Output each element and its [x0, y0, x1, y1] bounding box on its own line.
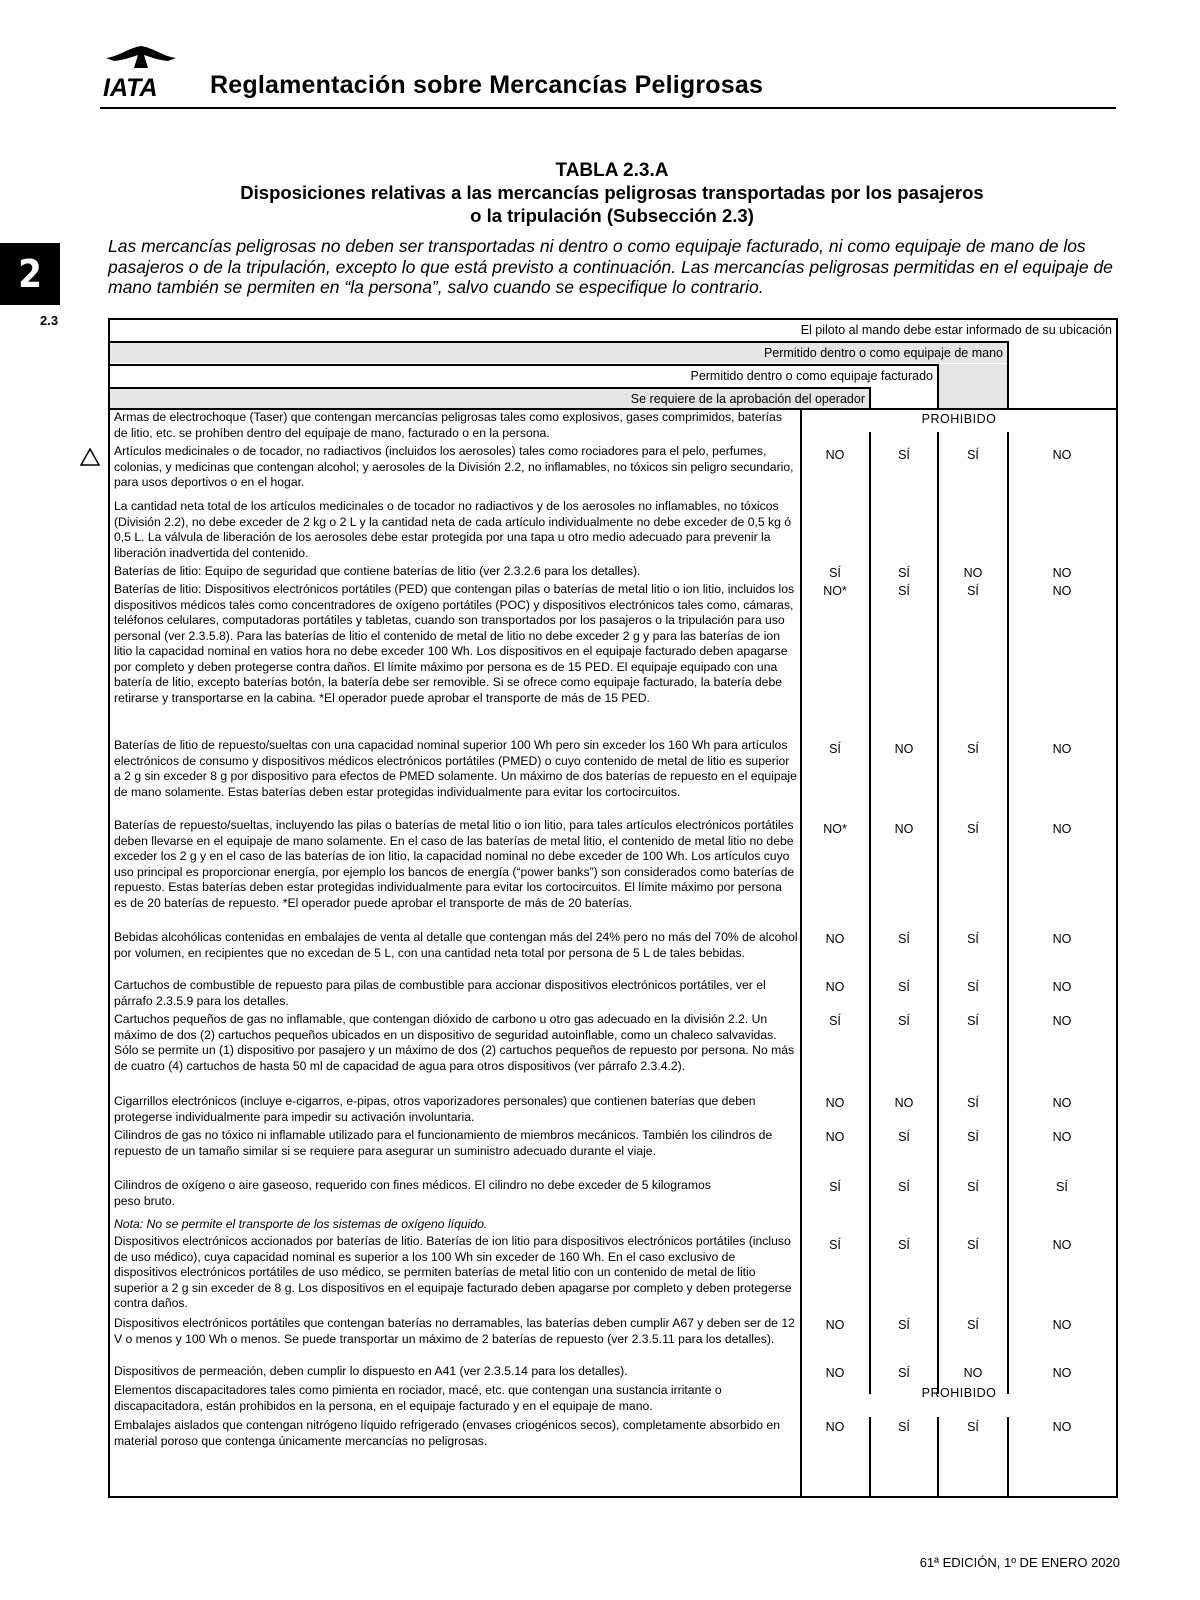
row-description: Dispositivos de permeación, deben cumplir lo dispuesto en A41 (ver 2.3.5.14 para los detalles). — [114, 1364, 628, 1378]
cell-pilot: NO — [1052, 742, 1072, 756]
row-description: Armas de electrochoque (Taser) que contengan mercancías peligrosas tales como explosivos, gases comprimidos, baterías de litio, etc. se prohíben dentro del equipaje de mano, facturado o en la persona. — [114, 410, 782, 440]
column-header-approval: Se requiere de la aprobación del operador — [110, 389, 869, 409]
cell-checked: SÍ — [898, 932, 910, 946]
cell-checked: SÍ — [898, 1014, 910, 1028]
cell-pilot: NO — [1052, 822, 1072, 836]
row-description: Embalajes aislados que contengan nitrógeno líquido refrigerado (envases criogénicos secos), completamente absorbido en material poroso que contenga únicamente mercancías no peligrosas. — [114, 1418, 780, 1448]
header-col-edge — [937, 364, 939, 409]
cell-approval: NO* — [823, 822, 847, 836]
cell-checked: SÍ — [898, 1238, 910, 1252]
row-description: Dispositivos electrónicos accionados por baterías de litio. Baterías de ion litio para dispositivos electrónicos portátiles (incluso de uso médico), cuya capacidad nominal es superior a los 100 Wh sin exceder de 160 Wh. En el caso exclusivo de dispositivos electrónicos portátiles de uso médico, se permiten baterías de metal litio con un contenido de metal de litio superior a 2 g sin exceder de 8 g. Los dispositivos en el equipaje facturado deben apagarse por completo y deben protegerse contra daños. — [114, 1234, 792, 1310]
cell-approval: SÍ — [829, 566, 841, 580]
cell-carryon: SÍ — [967, 1318, 979, 1332]
cell-carryon: NO — [963, 1366, 983, 1380]
header-col-edge — [1007, 341, 1009, 409]
cell-approval: NO — [825, 1318, 845, 1332]
column-header-pilot: El piloto al mando debe estar informado de su ubicación — [800, 323, 1112, 337]
cell-carryon: SÍ — [967, 1096, 979, 1110]
cell-approval: NO — [825, 1096, 845, 1110]
row-description: Artículos medicinales o de tocador, no radiactivos (incluidos los aerosoles) tales como rociadores para el pelo, perfumes, colonias, y medicinas que contengan alcohol; y aerosoles de la División 2.2, no inflamables, no tóxicos sin peligro secundario, para usos deportivos o en el hogar. — [114, 444, 794, 489]
cell-checked: NO — [894, 742, 914, 756]
cell-approval: SÍ — [829, 1014, 841, 1028]
cell-checked: SÍ — [898, 1130, 910, 1144]
page-header-title: Reglamentación sobre Mercancías Peligrosas — [210, 71, 764, 99]
header-col-edge — [869, 387, 871, 409]
svg-text:IATA: IATA — [103, 74, 158, 100]
row-description: Cartuchos pequeños de gas no inflamable, que contengan dióxido de carbono u otro gas adecuado en la división 2.2. Un máximo de dos (2) cartuchos pequeños ubicados en un dispositivo de seguridad autoinflable, como un chaleco salvavidas. Sólo se permite un (1) dispositivo por pasajero y un máximo de dos (2) cartuchos pequeños de repuesto por persona. No más de cuatro (4) cartuchos de hasta 50 ml de capacidad de agua para otros dispositivos (ver párrafo 2.3.4.2). — [114, 1012, 795, 1073]
row-description: Dispositivos electrónicos portátiles que contengan baterías no derramables, las baterías deben cumplir A67 y deben ser de 12 V o menos y 100 Wh o menos. Se puede transportar un máximo de 2 baterías de repuesto (ver 2.3.5.11 para los detalles). — [114, 1316, 795, 1346]
row-description: Cartuchos de combustible de repuesto para pilas de combustible para accionar dispositivos electrónicos portátiles, ver el párrafo 2.3.5.9 para los detalles. — [114, 978, 766, 1008]
cell-pilot: NO — [1052, 584, 1072, 598]
cell-approval: NO — [825, 1130, 845, 1144]
cell-approval: NO — [825, 932, 845, 946]
column-header-checked: Permitido dentro o como equipaje facturado — [110, 366, 937, 386]
column-header-carryon: Permitido dentro o como equipaje de mano — [110, 343, 1007, 363]
row-note: La cantidad neta total de los artículos medicinales o de tocador no radiactivos y de los aerosoles no inflamables, no tóxicos (División 2.2), no debe exceder de 2 kg o 2 L y la cantidad neta de cada artículo individualmente no debe exceder de 0,5 kg ó 0,5 L. La válvula de liberación de los aerosoles debe estar protegida por una tapa u otro medio adecuado para prevenir la liberación inadvertida del contenido. — [114, 499, 792, 560]
cell-pilot: NO — [1052, 1238, 1072, 1252]
row-description: Baterías de litio: Dispositivos electrónicos portátiles (PED) que contengan pilas o baterías de metal litio o ion litio, incluidos los dispositivos médicos tales como concentradores de oxígeno portátiles (POC) y dispositivos electrónicos tales como, cámaras, teléfonos celulares, computadoras portátiles y tabletas, cuando son transportados por los pasajeros o la tripulación para uso personal (ver 2.3.5.8). Para las baterías de litio el contenido de metal de litio no debe exceder 2 g y para las baterías de ion litio la capacidad nominal en vatios hora no debe exceder 100 Wh. Los dispositivos en el equipaje facturado deben apagarse por completo y deben protegerse contra daños. El límite máximo por persona es de 15 PED. El equipaje equipado con una batería de litio, excepto baterías botón, la batería debe ser removible. Si se ofrece como equipaje facturado, la batería debe retirarse y transportarse en la cabina. *El operador puede aprobar el transporte de más de 15 PED. — [114, 582, 795, 705]
cell-checked: SÍ — [898, 1318, 910, 1332]
row-description: Baterías de litio: Equipo de seguridad que contiene baterías de litio (ver 2.3.2.6 para los detalles). — [114, 564, 641, 578]
cell-carryon: SÍ — [967, 980, 979, 994]
cell-checked: SÍ — [898, 1180, 910, 1194]
cell-pilot: NO — [1052, 1130, 1072, 1144]
cell-approval: NO* — [823, 584, 847, 598]
table-title: Disposiciones relativas a las mercancías peligrosas transportadas por los pasajeros — [240, 182, 984, 203]
subsection-label: 2.3 — [40, 313, 59, 328]
cell-checked: SÍ — [898, 980, 910, 994]
cell-checked: SÍ — [898, 566, 910, 580]
row-description: Cigarrillos electrónicos (incluye e-cigarros, e-pipas, otros vaporizadores personales) que contienen baterías que deben protegerse individualmente para impedir su activación involuntaria. — [114, 1094, 756, 1124]
cell-checked: SÍ — [898, 1366, 910, 1380]
revision-triangle-icon — [80, 448, 100, 466]
cell-approval: NO — [825, 980, 845, 994]
cell-carryon: SÍ — [967, 448, 979, 462]
header-shade-cell — [939, 364, 1007, 408]
cell-carryon: SÍ — [967, 1130, 979, 1144]
dangerous-goods-table — [108, 318, 1118, 1498]
cell-checked: SÍ — [898, 448, 910, 462]
cell-carryon: SÍ — [967, 1014, 979, 1028]
cell-pilot: SÍ — [1056, 1180, 1068, 1194]
row-description: Baterías de repuesto/sueltas, incluyendo las pilas o baterías de metal litio o ion litio, para tales artículos electrónicos portátiles deben llevarse en el equipaje de mano solamente. En el caso de las baterías de metal litio, el contenido de metal litio no debe exceder los 2 g y en el caso de las baterías de ion litio, la capacidad nominal no debe exceder de 100 Wh. Los artículos cuyo uso principal es proporcionar energía, por ejemplo los bancos de energía (“power banks”) son considerados como baterías de repuesto. Estas baterías deben estar protegidas individualmente para evitar los cortocircuitos. El límite máximo por persona es de 20 baterías de repuesto. *El operador puede aprobar el transporte de más de 20 baterías. — [114, 818, 795, 910]
row-description: Bebidas alcohólicas contenidas en embalajes de venta al detalle que contengan más del 24% pero no más del 70% de alcohol por volumen, en recipientes que no excedan de 5 L, con una cantidad neta total por persona de 5 L de tales bebidas. — [114, 930, 798, 960]
edition-footer: 61ª EDICIÓN, 1º DE ENERO 2020 — [919, 1555, 1120, 1570]
prohibited-label: PROHIBIDO — [921, 1386, 997, 1400]
cell-approval: SÍ — [829, 1180, 841, 1194]
cell-pilot: NO — [1052, 566, 1072, 580]
section-tab: 2 — [0, 243, 60, 305]
cell-carryon: SÍ — [967, 932, 979, 946]
cell-checked: SÍ — [898, 584, 910, 598]
cell-pilot: NO — [1052, 1318, 1072, 1332]
cell-carryon: SÍ — [967, 822, 979, 836]
row-description: Baterías de litio de repuesto/sueltas con una capacidad nominal superior 100 Wh pero sin exceder los 160 Wh para artículos electrónicos de consumo y dispositivos médicos electrónicos portátiles (PMED) o cuyo contenido de metal de litio es superior a 2 g sin exceder 8 g por dispositivo para efectos de PMED solamente. Un máximo de dos baterías de repuesto en el equipaje de mano solamente. Estas baterías deben estar protegidas individualmente para evitar los cortocircuitos. — [114, 738, 797, 799]
cell-pilot: NO — [1052, 448, 1072, 462]
cell-pilot: NO — [1052, 1096, 1072, 1110]
intro-paragraph: Las mercancías peligrosas no deben ser transportadas ni dentro o como equipaje facturado, ni como equipaje de mano de los pasajeros o de la tripulación, excepto lo que está previsto a continuación. Las mercancías peligrosas permitidas en el equipaje de mano también se permiten en “la persona”, salvo cuando se especifique lo contrario. — [108, 236, 1113, 297]
cell-carryon: SÍ — [967, 1420, 979, 1434]
cell-carryon: SÍ — [967, 1238, 979, 1252]
cell-pilot: NO — [1052, 932, 1072, 946]
row-description: Elementos discapacitadores tales como pimienta en rociador, macé, etc. que contengan una sustancia irritante o discapacitadora, están prohibidos en la persona, en el equipaje facturado y en el equipaje de mano. — [114, 1383, 722, 1413]
cell-approval: NO — [825, 1366, 845, 1380]
row-note: Nota: No se permite el transporte de los sistemas de oxígeno líquido. — [114, 1217, 488, 1231]
cell-pilot: NO — [1052, 980, 1072, 994]
cell-carryon: SÍ — [967, 584, 979, 598]
row-description: Cilindros de gas no tóxico ni inflamable utilizado para el funcionamiento de miembros mecánicos. También los cilindros de repuesto de un tamaño similar si se requiere para asegurar un suministro adecuado durante el viaje. — [114, 1128, 773, 1158]
cell-checked: NO — [894, 1096, 914, 1110]
header-divider — [100, 107, 1116, 109]
cell-approval: SÍ — [829, 742, 841, 756]
cell-carryon: SÍ — [967, 1180, 979, 1194]
row-description: Cilindros de oxígeno o aire gaseoso, requerido con fines médicos. El cilindro no debe exceder de 5 kilogramos peso bruto. — [114, 1178, 711, 1208]
cell-approval: NO — [825, 448, 845, 462]
table-number: TABLA 2.3.A — [555, 160, 669, 181]
cell-approval: NO — [825, 1420, 845, 1434]
cell-checked: NO — [894, 822, 914, 836]
prohibited-label: PROHIBIDO — [921, 412, 997, 426]
cell-checked: SÍ — [898, 1420, 910, 1434]
iata-logo — [100, 44, 182, 100]
table-title-subsection: o la tripulación (Subsección 2.3) — [470, 205, 754, 226]
cell-carryon: SÍ — [967, 742, 979, 756]
cell-pilot: NO — [1052, 1420, 1072, 1434]
cell-pilot: NO — [1052, 1366, 1072, 1380]
cell-carryon: NO — [963, 566, 983, 580]
cell-pilot: NO — [1052, 1014, 1072, 1028]
cell-approval: SÍ — [829, 1238, 841, 1252]
